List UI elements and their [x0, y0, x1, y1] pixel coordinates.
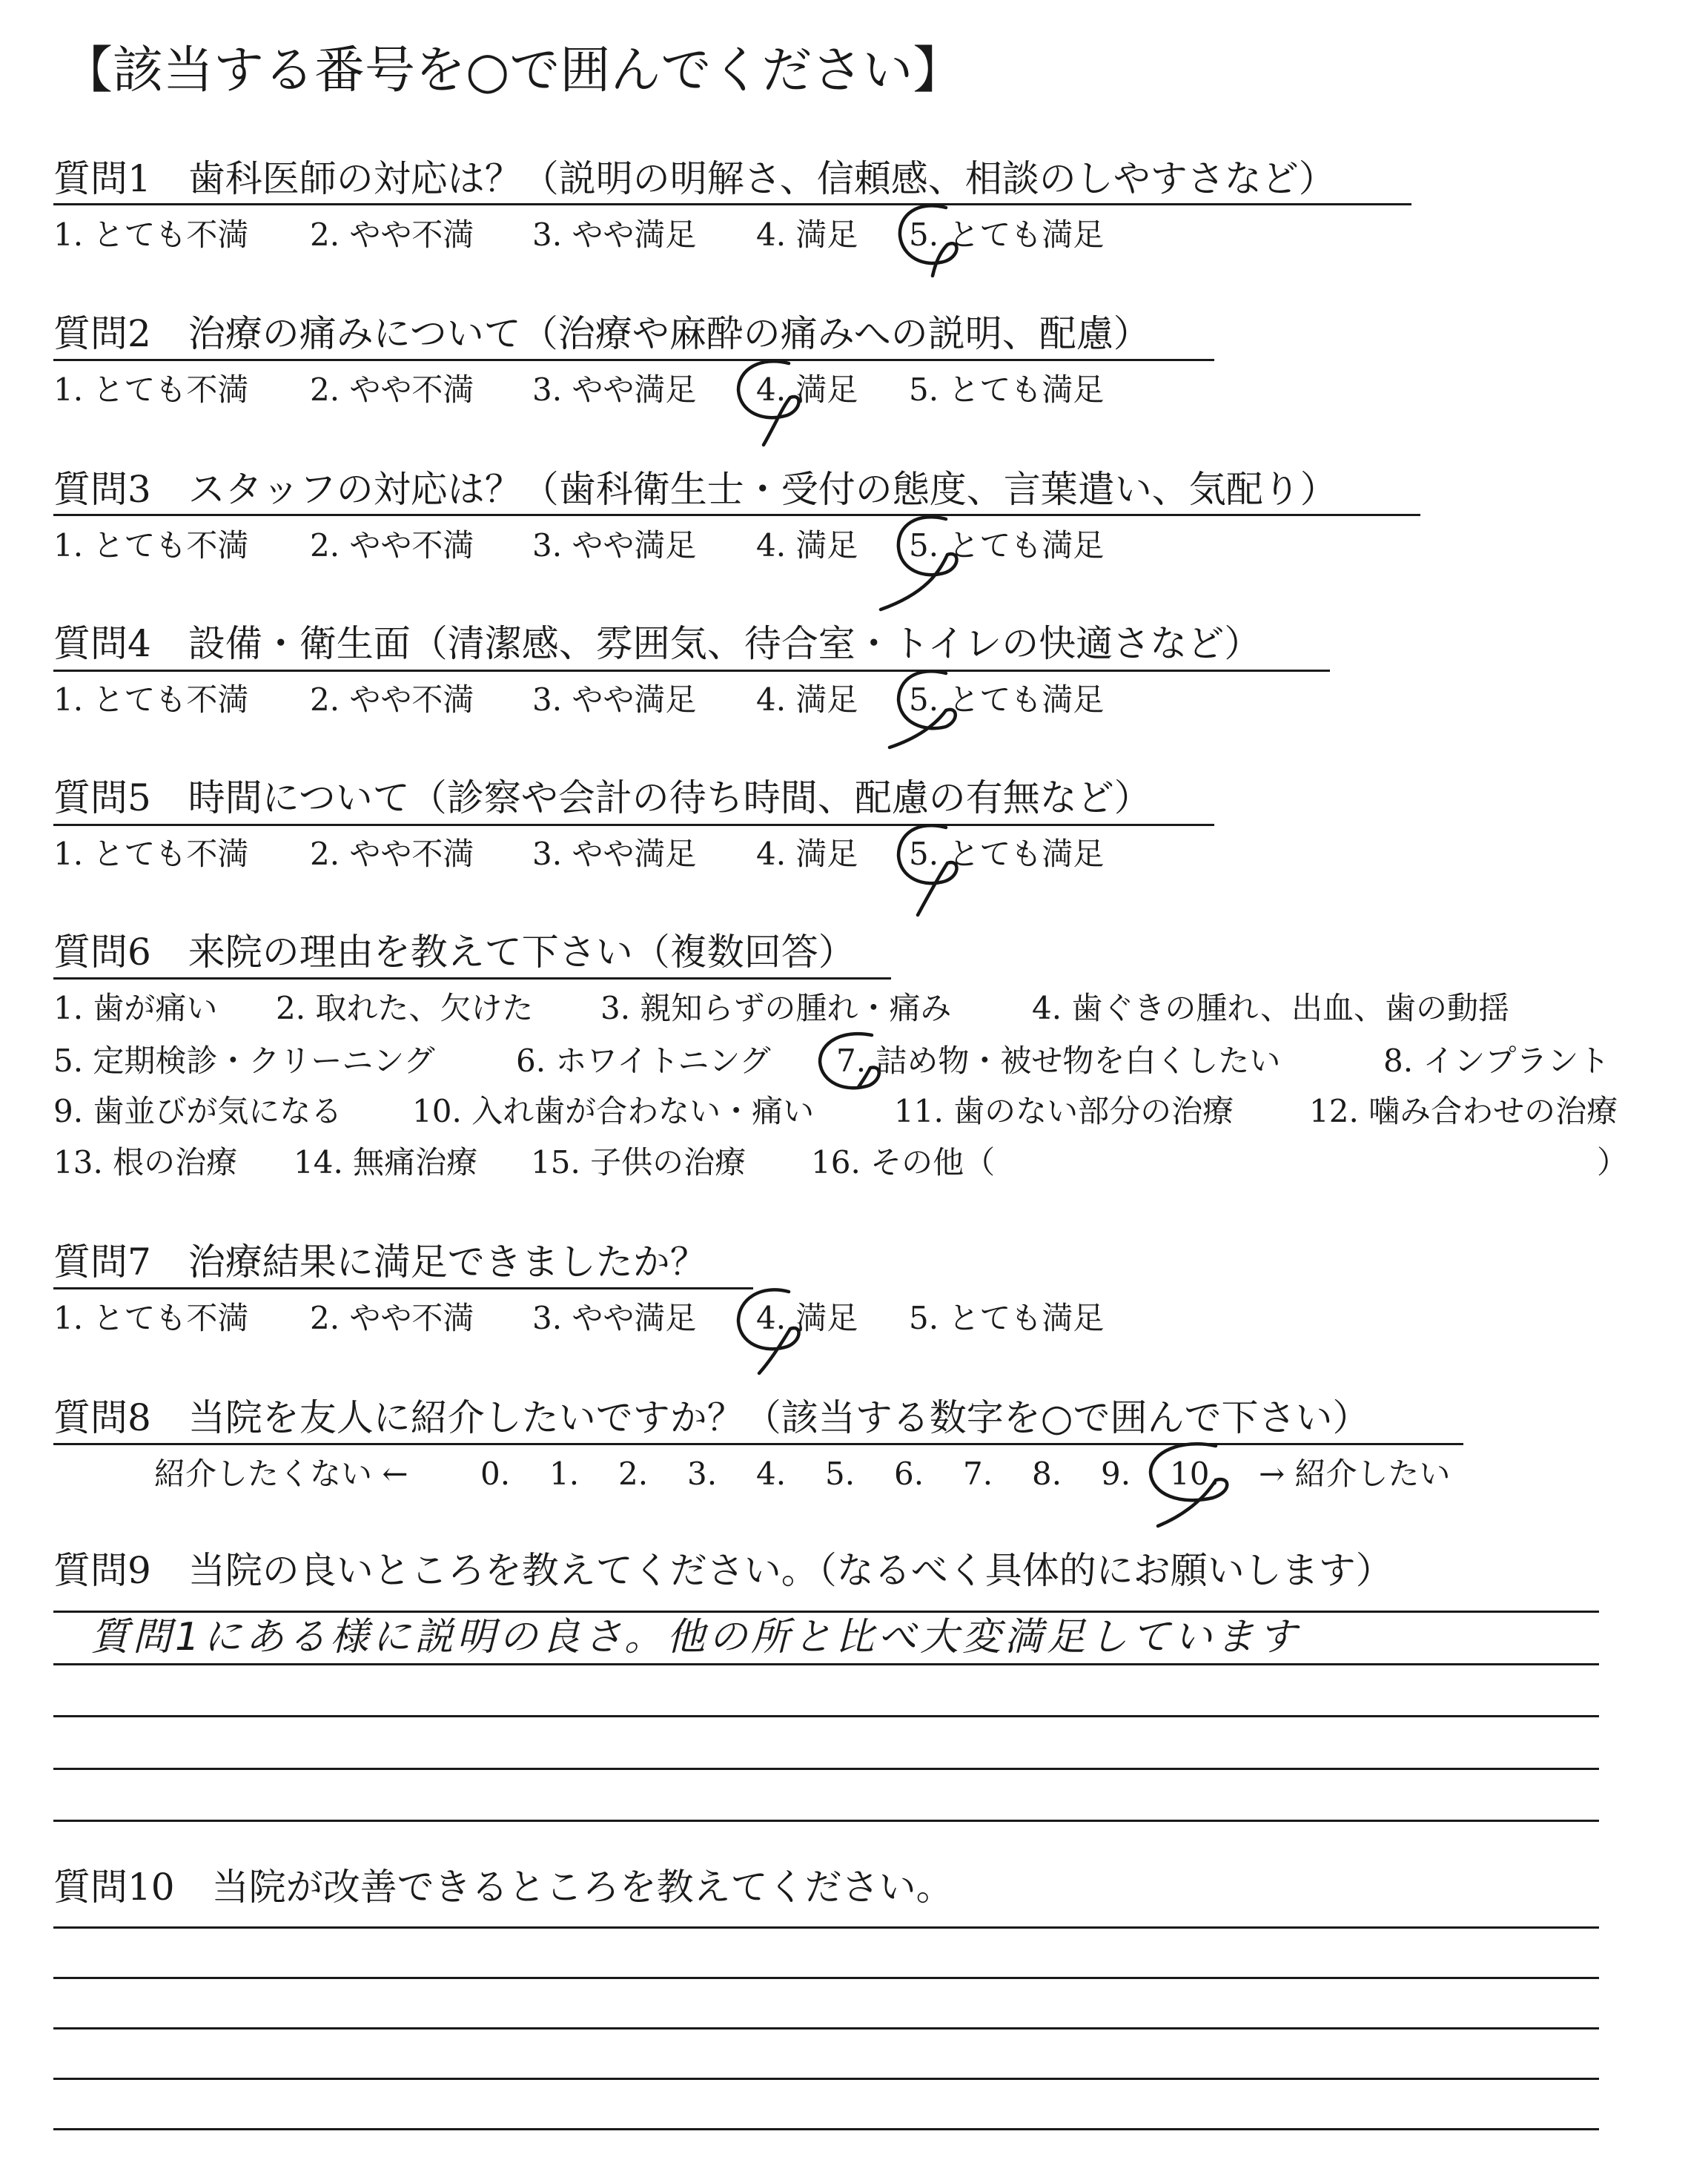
q1-option-3[interactable]: 3. やや満足	[532, 217, 697, 253]
q9-writing-line-1	[53, 1611, 1599, 1613]
q6-option-10[interactable]: 10. 入れ歯が合わない・痛い	[412, 1093, 815, 1129]
q4-option-4[interactable]: 4. 満足	[756, 681, 858, 718]
q9-writing-line-5	[53, 1820, 1599, 1822]
question-7-underline	[53, 1287, 753, 1289]
q6-option-2[interactable]: 2. 取れた、欠けた	[276, 990, 534, 1026]
q9-writing-line-4	[53, 1768, 1599, 1770]
q6-option-11[interactable]: 11. 歯のない部分の治療	[894, 1093, 1234, 1129]
q6-option-7[interactable]: 7. 詰め物・被せ物を白くしたい	[836, 1043, 1281, 1079]
q6-other-close-paren: ）	[1597, 1144, 1629, 1180]
q6-option-14[interactable]: 14. 無痛治療	[294, 1144, 478, 1180]
question-6-title: 質問6 来院の理由を教えて下さい（複数回答）	[53, 931, 855, 974]
q1-option-2[interactable]: 2. やや不満	[310, 217, 474, 253]
q2-option-4[interactable]: 4. 満足	[756, 371, 858, 408]
q9-writing-line-2	[53, 1663, 1599, 1665]
q6-option-15[interactable]: 15. 子供の治療	[531, 1144, 747, 1180]
question-1-underline	[53, 203, 1411, 205]
question-4-underline	[53, 670, 1330, 672]
q10-writing-line-1	[53, 1926, 1599, 1929]
q7-option-5[interactable]: 5. とても満足	[909, 1300, 1105, 1336]
q10-writing-line-2	[53, 1977, 1599, 1979]
question-4-title: 質問4 設備・衛生面（清潔感、雰囲気、待合室・トイレの快適さなど）	[53, 622, 1262, 665]
q6-option-6[interactable]: 6. ホワイトニング	[516, 1043, 771, 1079]
sheet-title: 【該当する番号を○で囲んでください】	[62, 42, 964, 100]
q10-writing-line-3	[53, 2027, 1599, 2029]
q3-option-2[interactable]: 2. やや不満	[310, 527, 474, 564]
q3-option-4[interactable]: 4. 満足	[756, 527, 858, 564]
q7-option-1[interactable]: 1. とても不満	[53, 1300, 249, 1336]
q3-option-3[interactable]: 3. やや満足	[532, 527, 697, 564]
q3-option-1[interactable]: 1. とても不満	[53, 527, 249, 564]
q1-option-5[interactable]: 5. とても満足	[909, 217, 1105, 253]
q5-option-3[interactable]: 3. やや満足	[532, 836, 697, 872]
q5-option-2[interactable]: 2. やや不満	[310, 836, 474, 872]
q5-option-1[interactable]: 1. とても不満	[53, 836, 249, 872]
q6-option-13[interactable]: 13. 根の治療	[53, 1144, 238, 1180]
q1-option-1[interactable]: 1. とても不満	[53, 217, 249, 253]
q8-scale-9[interactable]: 9.	[1101, 1456, 1131, 1492]
q9-handwritten-answer[interactable]: 質問1にある様に説明の良さ。他の所と比べ大変満足しています	[90, 1615, 1301, 1659]
q8-scale-1[interactable]: 1.	[549, 1456, 580, 1492]
q8-scale-10[interactable]: 10.	[1170, 1456, 1219, 1492]
question-2-title: 質問2 治療の痛みについて（治療や麻酔の痛みへの説明、配慮）	[53, 312, 1151, 355]
question-10-title: 質問10 当院が改善できるところを教えてください。	[53, 1866, 953, 1909]
q5-option-4[interactable]: 4. 満足	[756, 836, 858, 872]
q2-option-3[interactable]: 3. やや満足	[532, 371, 697, 408]
q2-option-2[interactable]: 2. やや不満	[310, 371, 474, 408]
q7-option-4[interactable]: 4. 満足	[756, 1300, 858, 1336]
q2-option-1[interactable]: 1. とても不満	[53, 371, 249, 408]
q9-writing-line-3	[53, 1715, 1599, 1717]
q3-option-5[interactable]: 5. とても満足	[909, 527, 1105, 564]
q6-option-5[interactable]: 5. 定期検診・クリーニング	[53, 1043, 435, 1079]
question-8-title: 質問8 当院を友人に紹介したいですか？（該当する数字を○で囲んで下さい）	[53, 1396, 1370, 1439]
question-2-underline	[53, 359, 1214, 361]
q6-option-9[interactable]: 9. 歯並びが気になる	[53, 1093, 342, 1129]
q4-option-3[interactable]: 3. やや満足	[532, 681, 697, 718]
question-5-title: 質問5 時間について（診察や会計の待ち時間、配慮の有無など）	[53, 776, 1151, 819]
q10-writing-line-5	[53, 2128, 1599, 2130]
q6-option-8[interactable]: 8. インプラント	[1383, 1043, 1610, 1079]
q7-option-2[interactable]: 2. やや不満	[310, 1300, 474, 1336]
q4-option-1[interactable]: 1. とても不満	[53, 681, 249, 718]
q8-scale-3[interactable]: 3.	[687, 1456, 718, 1492]
question-9-title: 質問9 当院の良いところを教えてください。（なるべく具体的にお願いします）	[53, 1549, 1393, 1592]
q2-option-5[interactable]: 5. とても満足	[909, 371, 1105, 408]
q7-option-3[interactable]: 3. やや満足	[532, 1300, 697, 1336]
question-1-title: 質問1 歯科医師の対応は？（説明の明解さ、信頼感、相談のしやすさなど）	[53, 157, 1336, 200]
q8-right-label: → 紹介したい	[1259, 1456, 1451, 1492]
q8-scale-8[interactable]: 8.	[1032, 1456, 1062, 1492]
q8-scale-7[interactable]: 7.	[963, 1456, 993, 1492]
question-3-title: 質問3 スタッフの対応は？（歯科衛生士・受付の態度、言葉遣い、気配り）	[53, 468, 1337, 511]
q8-scale-2[interactable]: 2.	[618, 1456, 649, 1492]
question-5-underline	[53, 824, 1214, 826]
q6-option-1[interactable]: 1. 歯が痛い	[53, 990, 218, 1026]
q10-writing-line-4	[53, 2078, 1599, 2080]
q8-scale-0[interactable]: 0.	[480, 1456, 511, 1492]
q4-option-5[interactable]: 5. とても満足	[909, 681, 1105, 718]
q6-option-4[interactable]: 4. 歯ぐきの腫れ、出血、歯の動揺	[1032, 990, 1509, 1026]
question-7-title: 質問7 治療結果に満足できましたか？	[53, 1241, 707, 1284]
q8-scale-4[interactable]: 4.	[756, 1456, 787, 1492]
question-6-underline	[53, 977, 891, 980]
q6-option-12[interactable]: 12. 噛み合わせの治療	[1309, 1093, 1618, 1129]
question-3-underline	[53, 514, 1420, 516]
q5-option-5[interactable]: 5. とても満足	[909, 836, 1105, 872]
q8-scale-5[interactable]: 5.	[825, 1456, 855, 1492]
q8-left-label: 紹介したくない ←	[154, 1456, 408, 1492]
q8-scale-6[interactable]: 6.	[894, 1456, 924, 1492]
q1-option-4[interactable]: 4. 満足	[756, 217, 858, 253]
q6-option-16[interactable]: 16. その他（	[811, 1144, 996, 1180]
question-8-underline	[53, 1443, 1463, 1445]
q6-option-3[interactable]: 3. 親知らずの腫れ・痛み	[600, 990, 952, 1026]
q4-option-2[interactable]: 2. やや不満	[310, 681, 474, 718]
